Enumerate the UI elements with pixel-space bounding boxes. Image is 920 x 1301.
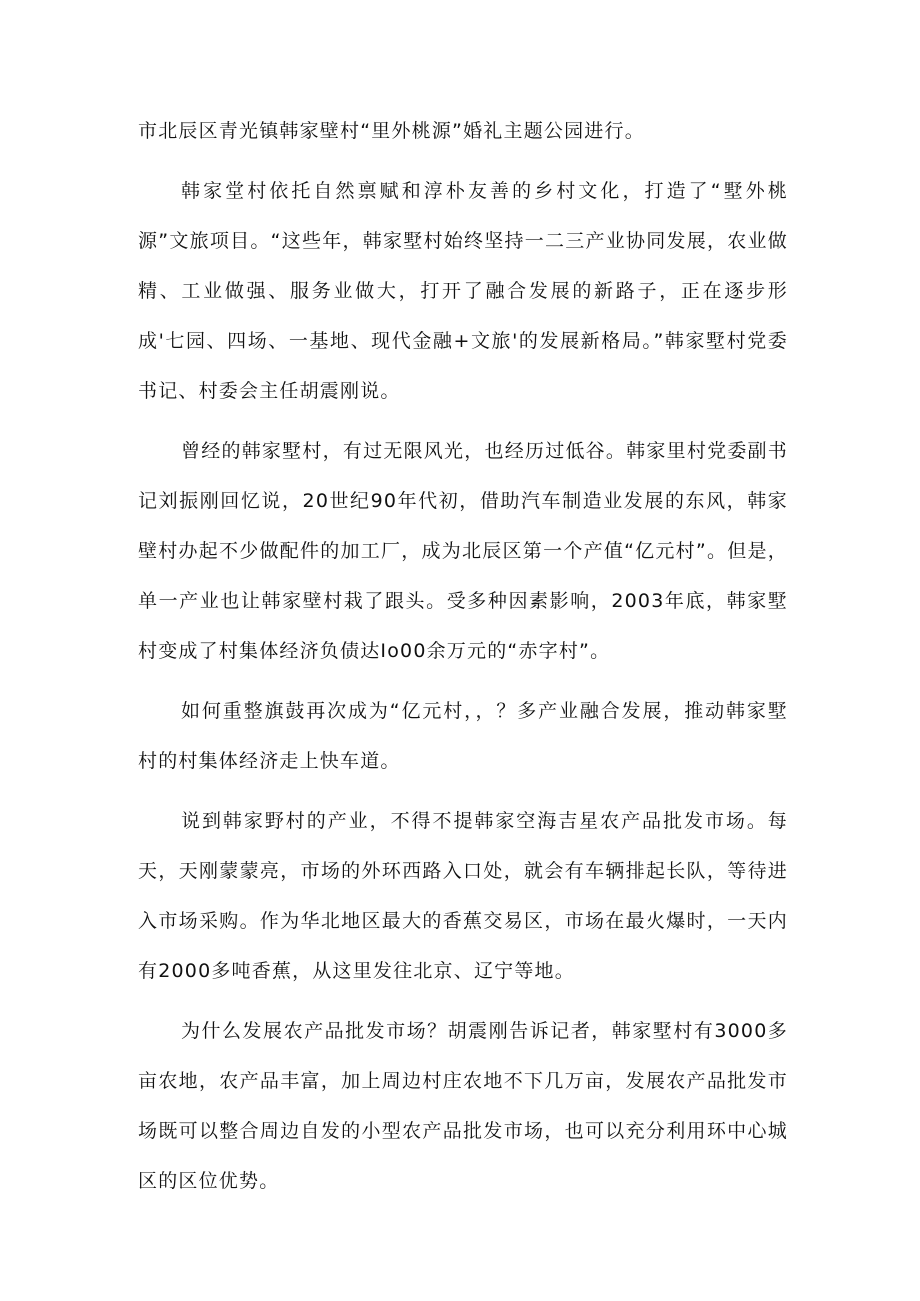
paragraph: 为什么发展农产品批发市场？胡震刚告诉记者，韩家墅村有3000多亩农地，农产品丰富，加上周边村庄农地不下几万亩，发展农产品批发市场既可以整合周边自发的小型农产品批发市场，也可以充分利用环中心城区的区位优势。 <box>138 1020 788 1192</box>
document-body <box>138 106 788 1216</box>
paragraph: 市北辰区青光镇韩家壁村“里外桃源”婚礼主题公园进行。 <box>138 120 645 142</box>
paragraph: 说到韩家野村的产业，不得不提韩家空海吉星农产品批发市场。每天，天刚蒙蒙亮，市场的外环西路入口处，就会有车辆排起长队，等待进入市场采购。作为华北地区最大的香蕉交易区，市场在最火爆时，一天内有2000多吨香蕉，从这里发往北京、辽宁等地。 <box>138 810 788 982</box>
paragraph: 如何重整旗鼓再次成为“亿元村，，？多产业融合发展，推动韩家墅村的村集体经济走上快车道。 <box>138 700 788 772</box>
paragraph: 韩家堂村依托自然禀赋和淳朴友善的乡村文化，打造了“墅外桃源”文旅项目。“这些年，韩家墅村始终坚持一二三产业协同发展，农业做精、工业做强、服务业做大，打开了融合发展的新路子，正在逐步形成'七园、四场、一基地、现代金融+文旅'的发展新格局。”韩家墅村党委书记、村委会主任胡震刚说。 <box>138 180 788 402</box>
paragraph: 曾经的韩家墅村，有过无限风光，也经历过低谷。韩家里村党委副书记刘振刚回忆说，20世纪90年代初，借助汽车制造业发展的东风，韩家壁村办起不少做配件的加工厂，成为北辰区第一个产值“亿元村”。但是，单一产业也让韩家壁村栽了跟头。受多种因素影响，2003年底，韩家墅村变成了村集体经济负债达Io00余万元的“赤字村”。 <box>138 440 788 662</box>
